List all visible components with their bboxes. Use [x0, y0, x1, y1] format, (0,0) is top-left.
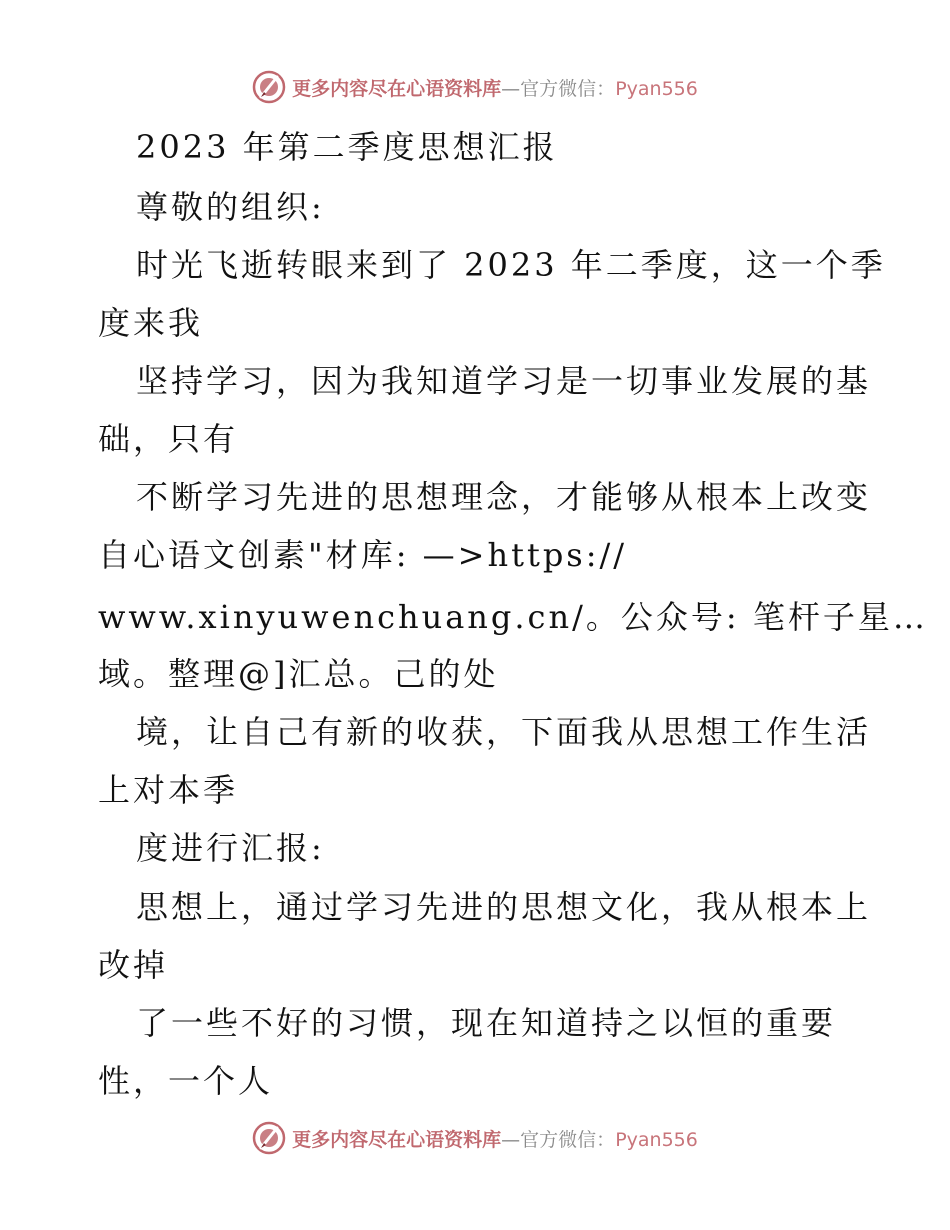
salutation: 尊敬的组织: [136, 188, 325, 226]
pen-logo-icon [252, 1121, 286, 1155]
paragraph-line: 性，一个人 [98, 1062, 274, 1100]
paragraph-line: 时光飞逝转眼来到了 2023 年二季度，这一个季 [136, 246, 886, 284]
paragraph-line: 自心语文创素"材库: —>https:// [98, 536, 628, 574]
footer-watermark [0, 1121, 950, 1155]
paragraph-line: 域。整理@]汇总。己的处 [98, 655, 499, 693]
paragraph-line: 境，让自己有新的收获，下面我从思想工作生活 [136, 713, 872, 751]
paragraph-line: 坚持学习，因为我知道学习是一切事业发展的基 [136, 362, 872, 400]
paragraph-line: 础，只有 [98, 420, 239, 458]
paragraph-line: 思想上，通过学习先进的思想文化，我从根本上 [136, 888, 872, 926]
paragraph-line: 度来我 [98, 304, 204, 342]
watermark-wechat-id: Pyan556 [615, 1128, 698, 1151]
paragraph-line: www.xinyuwenchuang.cn/。公众号: 笔杆子星… [98, 598, 928, 636]
paragraph-line: 改掉 [98, 946, 169, 984]
watermark-wechat-label: 官方微信： [520, 77, 616, 100]
document-title: 2023 年第二季度思想汇报 [136, 128, 558, 166]
pen-logo-icon [252, 70, 286, 104]
watermark-wechat-label: 官方微信： [520, 1128, 616, 1151]
watermark-separator: — [501, 1128, 521, 1151]
paragraph-line: 不断学习先进的思想理念，才能够从根本上改变 [136, 478, 872, 516]
watermark-site-text: 更多内容尽在心语资料库 [292, 77, 502, 100]
watermark-wechat-id: Pyan556 [615, 77, 698, 100]
header-watermark [0, 70, 950, 104]
watermark-text [292, 1125, 698, 1152]
paragraph-line: 了一些不好的习惯，现在知道持之以恒的重要 [136, 1004, 837, 1042]
watermark-site-text: 更多内容尽在心语资料库 [292, 1128, 502, 1151]
paragraph-line: 度进行汇报: [136, 829, 325, 867]
watermark-text [292, 74, 698, 101]
watermark-separator: — [501, 77, 521, 100]
paragraph-line: 上对本季 [98, 771, 239, 809]
